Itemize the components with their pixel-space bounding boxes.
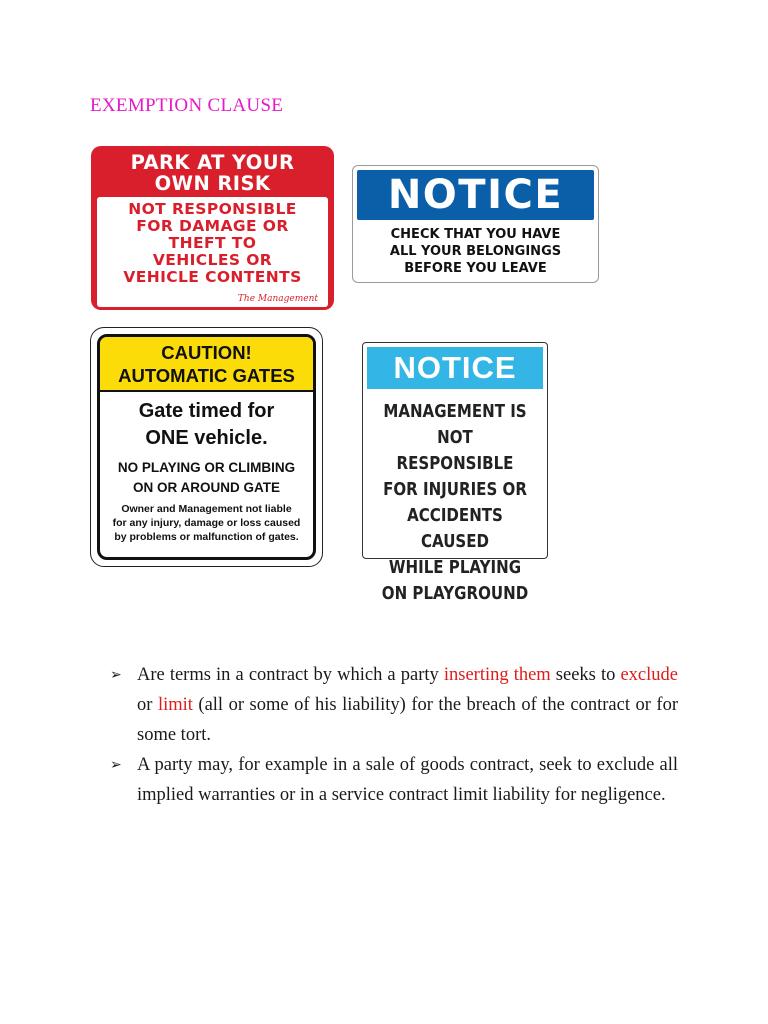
list-item	[110, 750, 678, 810]
park-at-own-risk-sign	[91, 146, 334, 310]
notice-belongings-line: ALL YOUR BELONGINGS	[389, 244, 562, 259]
notice-playground-line: MANAGEMENT IS	[383, 402, 527, 422]
notice-playground-line: WHILE PLAYING	[388, 558, 522, 578]
park-sign-panel	[97, 197, 328, 307]
gates-sign-disclaimer	[100, 498, 313, 544]
highlighted-term: exclude	[620, 665, 678, 685]
park-sign-title-line: OWN RISK	[154, 172, 271, 195]
gates-sign-line: NO PLAYING OR CLIMBING	[117, 460, 296, 475]
highlighted-term: limit	[157, 695, 193, 715]
bullet-text: or	[137, 695, 158, 715]
page-heading: EXEMPTION CLAUSE	[90, 95, 284, 116]
park-sign-line: NOT RESPONSIBLE	[128, 200, 297, 218]
notice-playground-body	[367, 389, 543, 607]
bullet-text: Are terms in a contract by which a party	[137, 665, 444, 685]
park-sign-title	[97, 152, 328, 194]
gates-sign-band-line: AUTOMATIC GATES	[118, 365, 295, 386]
gates-sign-line: for any injury, damage or loss caused	[112, 517, 301, 529]
notice-playground-sign	[362, 342, 548, 604]
arrowhead-bullet-icon: ➢	[110, 757, 122, 773]
notice-belongings-body	[357, 220, 594, 277]
bullet-text: (all or some of his liability) for the breach of the contract or for some tort.	[137, 695, 678, 745]
gates-sign-warning	[100, 452, 313, 498]
gates-sign-line: Owner and Management not liable	[121, 503, 292, 515]
notice-playground-line: ON PLAYGROUND	[381, 584, 529, 604]
park-sign-line: FOR DAMAGE OR	[136, 217, 289, 235]
gates-sign-band-line: CAUTION!	[161, 342, 252, 363]
notice-belongings-line: BEFORE YOU LEAVE	[404, 261, 547, 276]
gates-sign-line: Gate timed for	[138, 400, 275, 422]
gates-sign-line: ON OR AROUND GATE	[133, 480, 280, 495]
gates-sign-band	[100, 337, 313, 392]
gates-sign-line: ONE vehicle.	[145, 427, 268, 449]
notice-playground-title: NOTICE	[367, 347, 543, 389]
gates-sign-line: by problems or malfunction of gates.	[114, 531, 299, 543]
arrowhead-bullet-icon: ➢	[110, 667, 122, 683]
notice-playground-line: NOT RESPONSIBLE	[396, 428, 514, 474]
park-sign-line: VEHICLES OR	[152, 251, 273, 269]
park-sign-line: VEHICLE CONTENTS	[123, 268, 302, 286]
bullet-list	[110, 660, 678, 810]
notice-belongings-line: CHECK THAT YOU HAVE	[390, 227, 561, 242]
notice-belongings-sign	[352, 165, 599, 283]
notice-playground-line: FOR INJURIES OR	[383, 480, 527, 500]
bullet-text: seeks to	[550, 665, 621, 685]
highlighted-term: inserting them	[443, 665, 551, 685]
park-sign-signature: The Management	[237, 294, 318, 304]
bullet-text: A party may, for example in a sale of goods contract, seek to exclude all implied warranties or in a service contract limit liability for negligence.	[137, 755, 678, 805]
list-item	[110, 660, 678, 750]
notice-playground-line: ACCIDENTS CAUSED	[407, 506, 503, 552]
automatic-gates-caution-sign	[90, 327, 323, 567]
gates-sign-main-text	[100, 392, 313, 452]
gates-sign-frame	[97, 334, 316, 560]
notice-belongings-title: NOTICE	[357, 170, 594, 220]
park-sign-title-line: PARK AT YOUR	[130, 151, 295, 174]
park-sign-line: THEFT TO	[168, 234, 257, 252]
